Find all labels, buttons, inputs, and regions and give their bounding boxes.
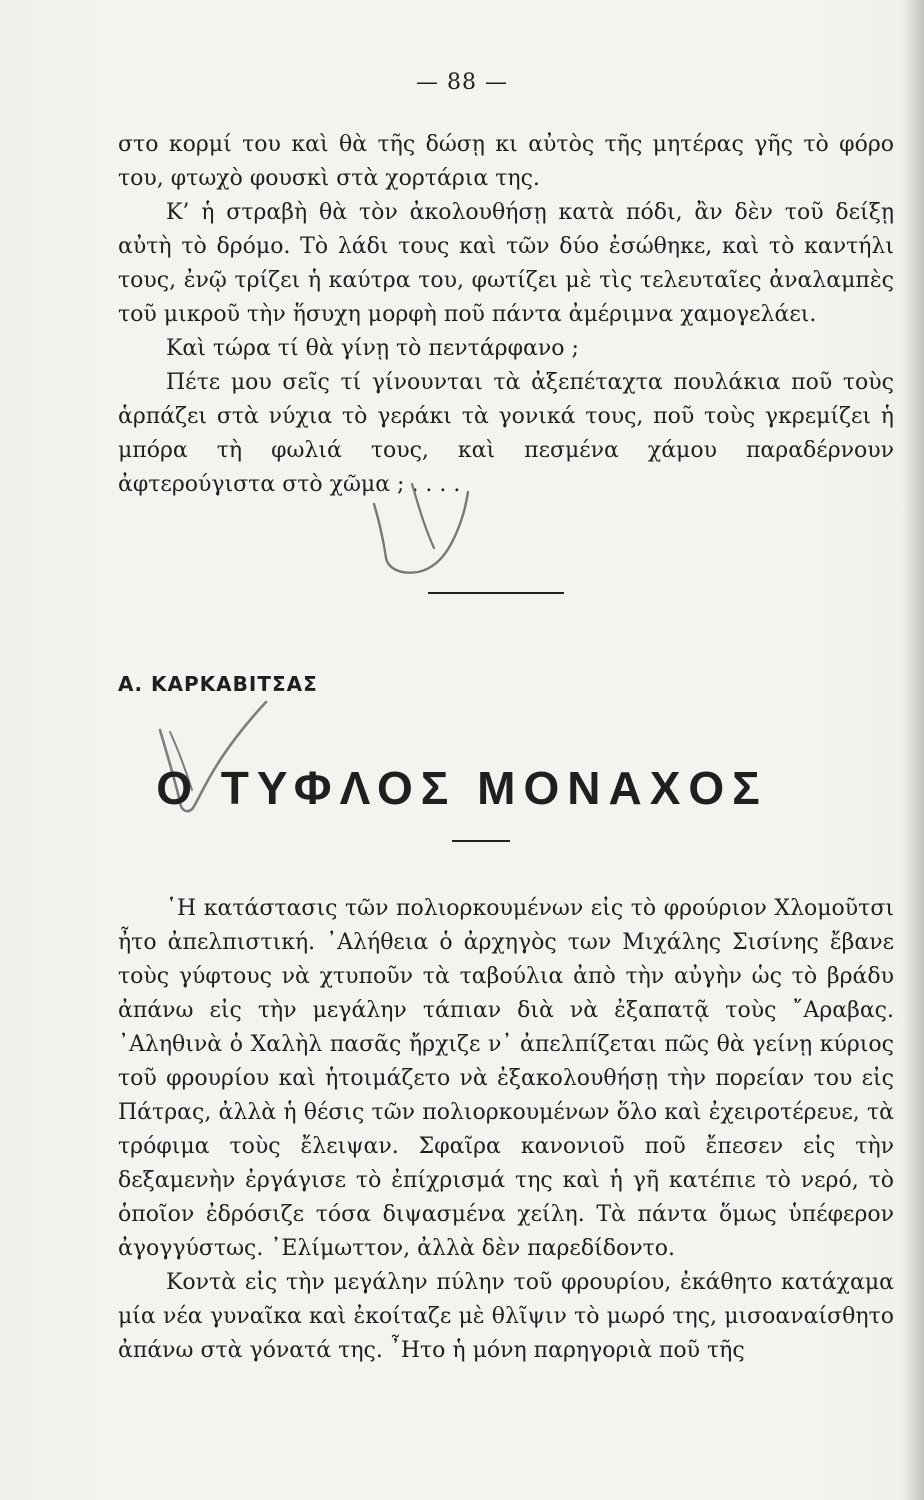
continuation-paragraph-1: στο κορμί του καὶ θὰ τῆς δώσῃ κι αὐτὸς τῆς μητέρας γῆς τὸ φόρο του, φτωχὸ φουσκὶ στὰ χορτάρια της. bbox=[118, 132, 894, 191]
story-paragraph-1: ῾Η κατάστασις τῶν πολιορκουμένων εἰς τὸ φρούριον Χλομοῦτσι ἦτο ἀπελπιστική. ᾿Αλήθεια ὁ ἀρχηγὸς των Μιχάλης Σισίνης ἔβανε τοὺς γύφτους νὰ χτυποῦν τὰ ταβούλια ἀπὸ τὴν αὐγὴν ὡς τὸ βράδυ ἀπάνω εἰς τὴν μεγάλην τάπιαν διὰ νὰ ἐξαπατᾷ τοὺς ῎Αραβας. ᾿Αληθινὰ ὁ Χαλὴλ πασᾶς ἤρχιζε ν᾿ ἀπελπίζεται πῶς θὰ γείνῃ κύριος τοῦ φρουρίου καὶ ἡτοιμάζετο νὰ ἐξακολουθήσῃ τὴν πορείαν του εἰς Πάτρας, ἀλλὰ ἡ θέσις τῶν πολιορκουμένων ὅλο καὶ ἐχειροτέρευε, τὰ τρόφιμα τοὺς ἔλειψαν. Σφαῖρα κανονιοῦ ποῦ ἔπεσεν εἰς τὴν δεξαμενὴν ἐργάγισε τὸ ἐπίχρισμά της καὶ ἡ γῆ κατέπιε τὸ νερό, τὸ ὁποῖον ἐδρόσιζε τόσα διψασμένα χείλη. Τὰ πάντα ὅμως ὑπέφερον ἀγογγύστως. ᾿Ελίμωττον, ἀλλὰ δὲν παρεδίδοντο. bbox=[118, 896, 894, 1261]
story-title: Ο ΤΥΦΛΟΣ ΜΟΝΑΧΟΣ bbox=[156, 762, 768, 814]
continuation-paragraph-2: Κ’ ἡ στραβὴ θὰ τὸν ἀκολουθήσῃ κατὰ πόδι, ἂν δὲν τοῦ δείξῃ αὐτὴ τὸ δρόμο. Τὸ λάδι τους καὶ τῶν δύο ἐσώθηκε, καὶ τὸ καντήλι τους, ἐνῷ τρίζει ἡ καύτρα του, φωτίζει μὲ τὶς τελευταῖες ἀναλαμπὲς τοῦ μικροῦ τὴν ἥσυχη μορφὴ ποῦ πάντα ἀμέριμνα χαμογελάει. bbox=[118, 200, 894, 327]
continuation-paragraph-4: Πέτε μου σεῖς τί γίνουνται τὰ ἀξεπέταχτα πουλάκια ποῦ τοὺς ἁρπάζει στὰ νύχια τὸ γεράκι τὰ γονικά τους, ποῦ τοὺς γκρεμίζει ἡ μπόρα τὴ φωλιά τους, καὶ πεσμένα χάμου παραδέρνουν ἀφτερούγιστα στὸ χῶμα ; . . . . bbox=[118, 370, 894, 497]
page-edge-shadow bbox=[902, 0, 924, 1500]
story-text bbox=[118, 892, 894, 1368]
continuation-paragraph-3: Καὶ τώρα τί θὰ γίνῃ τὸ πεντάρφανο ; bbox=[166, 336, 579, 361]
continuation-text bbox=[118, 128, 894, 502]
title-separator bbox=[452, 840, 510, 842]
story-paragraph-2: Κοντὰ εἰς τὴν μεγάλην πύλην τοῦ φρουρίου, ἐκάθητο κατάχαμα μία νέα γυναῖκα καὶ ἐκοίταζε μὲ θλῖψιν τὸ μωρό της, μισοαναίσθητο ἀπάνω στὰ γόνατά της. ῏Ητο ἡ μόνη παρηγοριὰ ποῦ τῆς bbox=[118, 1270, 894, 1363]
section-separator bbox=[428, 592, 564, 594]
page-number: — 88 — bbox=[416, 70, 508, 95]
author-name: Α. ΚΑΡΚΑΒΙΤΣΑΣ bbox=[118, 672, 318, 696]
